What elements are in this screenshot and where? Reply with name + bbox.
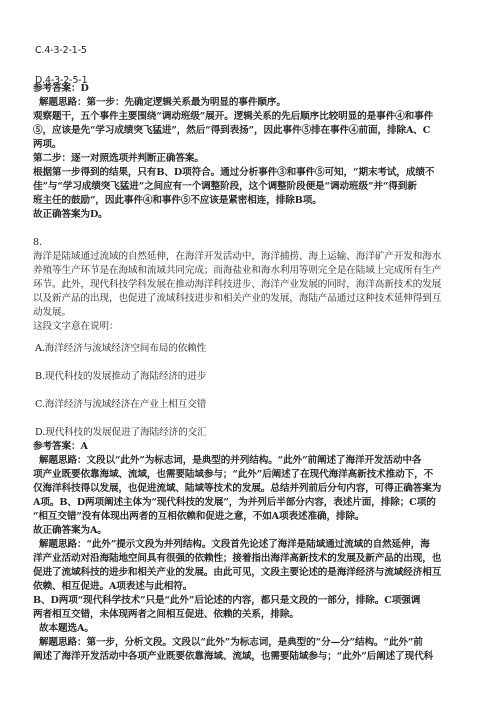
q8-analysis-line: “相互交错”没有体现出两者的互相依赖和促进之意，不如A项表述准确，排除。: [33, 511, 365, 522]
q7-analysis-line: 根据第一步得到的结果，只有B、D项符合。通过分析事件③和事件⑤可知，“期末考试，成绩不: [33, 167, 435, 178]
q7-option-d: D.4-3-2-5-1: [35, 75, 88, 86]
q8-analysis-line: 项产业既要依靠海域、流域，也需要陆域参与；“此外”后阐述了在现代海洋高新技术推动下，不: [33, 469, 434, 480]
q8-passage-line: 这段文字意在说明：: [33, 321, 119, 332]
q7-analysis-line: 两项。: [33, 139, 62, 150]
q8-analysis-line: 两者相互交错，未体现两者之间相互促进、依赖的关系，排除。: [33, 609, 299, 620]
q7-analysis-line: ⑤，应该是先“学习成绩突飞猛进”，然后“得到表扬”，因此事件⑤排在事件④前面，排除A、C: [33, 125, 431, 136]
q8-answer-block: [33, 440, 473, 664]
q8-analysis-line: A项。B、D两项阐述主体为“现代科技的发展”，为并列后半部分内容，表述片面，排除；C项的: [33, 497, 436, 508]
q7-option-c: C.4-3-2-1-5: [35, 45, 87, 56]
q8-passage-line: 以及新产品的出现，也促进了流域科技进步和相关产业的发展，海陆产品通过这种技术延伸得到互: [33, 293, 442, 304]
q8-option-a: A.海洋经济与流域经济空间布局的依赖性: [35, 343, 207, 354]
q8-analysis-line: B、D两项“现代科学技术”只是“此外”后论述的内容，都只是文段的一部分，排除。C项强调: [33, 595, 421, 606]
q7-analysis-line: 解题思路：第一步：先确定逻辑关系最为明显的事件顺序。: [39, 97, 286, 108]
q8-analysis-line: 故正确答案为A。: [33, 525, 107, 536]
q8-passage-line: 环节。此外，现代科技学科发展在推动海洋科技进步、海洋产业发展的同时，海洋高新技术的发展: [33, 279, 442, 290]
q7-answer-block: [33, 82, 473, 222]
q8-question-number: [33, 236, 473, 250]
q8-passage-line: 养殖等生产环节是在海域和流域共同完成；而海盐业和海水利用等则完全是在陆域上完成所有生产: [33, 265, 442, 276]
q7-analysis-line: 故正确答案为D。: [33, 209, 108, 220]
q7-analysis-line: 第二步：逐一对照选项并判断正确答案。: [33, 153, 204, 164]
q7-answer-label: 参考答案：D: [33, 83, 89, 94]
q8-answer-label: 参考答案：A: [33, 441, 88, 452]
q8-analysis-line: 解题思路：文段以“此外”为标志词，是典型的并列结构。“此外”前阐述了海洋开发活动中各: [39, 455, 422, 466]
q8-number: 8.: [33, 237, 42, 248]
q8-analysis-line: 阐述了海洋开发活动中各项产业既要依靠海域、流域，也需要陆域参与；“此外”后阐述了现代科: [33, 651, 434, 662]
q7-analysis-line: 班主任的鼓励”，因此事件④和事件⑤不应该是紧密相连，排除B项。: [33, 195, 322, 206]
q8-analysis-line: 解题思路：第一步，分析文段。文段以“此外”为标志词，是典型的“分—分”结构。“此外”前: [39, 637, 423, 648]
q8-option-c: C.海洋经济与流域经济在产业上相互交错: [35, 399, 207, 410]
q8-passage-line: 海洋是陆域通过流域的自然延伸，在海洋开发活动中，海洋捕捞、海上运输、海洋矿产开发和海水: [33, 251, 442, 262]
q7-analysis-line: 观察题干，五个事件主要围绕“调动班级”展开。逻辑关系的先后顺序比较明显的是事件④和事件: [33, 111, 434, 122]
q8-analysis-line: 解题思路：“此外”提示文段为并列结构。文段首先论述了海洋是陆域通过流域的自然延伸，海: [39, 539, 430, 550]
q8-option-b: B.现代科技的发展推动了海陆经济的进步: [35, 371, 207, 382]
q8-analysis-line: 依赖、相互促进。A项表述与此相符。: [33, 581, 193, 592]
q8-analysis-line: 洋产业活动对沿海陆地空间具有很强的依赖性；接着指出海洋高新技术的发展及新产品的出现，也: [33, 553, 442, 564]
q8-passage: [33, 250, 473, 334]
q8-analysis-line: 故本题选A。: [39, 623, 94, 634]
q8-analysis-line: 仅海洋科技得以发展，也促进流域、陆域等技术的发展。总结并列前后分句内容，可得正确答案为: [33, 483, 442, 494]
q8-passage-line: 动发展。: [33, 307, 71, 318]
q8-option-d: D.现代科技的发展促进了海陆经济的交汇: [35, 427, 207, 438]
q8-analysis-line: 促进了流域科技的进步和相关产业的发展。由此可见，文段主要论述的是海洋经济与流域经济相互: [33, 567, 442, 578]
q7-analysis-line: 佳”与“学习成绩突飞猛进”之间应有一个调整阶段，这个调整阶段便是“调动班级”并“得到新: [33, 181, 417, 192]
